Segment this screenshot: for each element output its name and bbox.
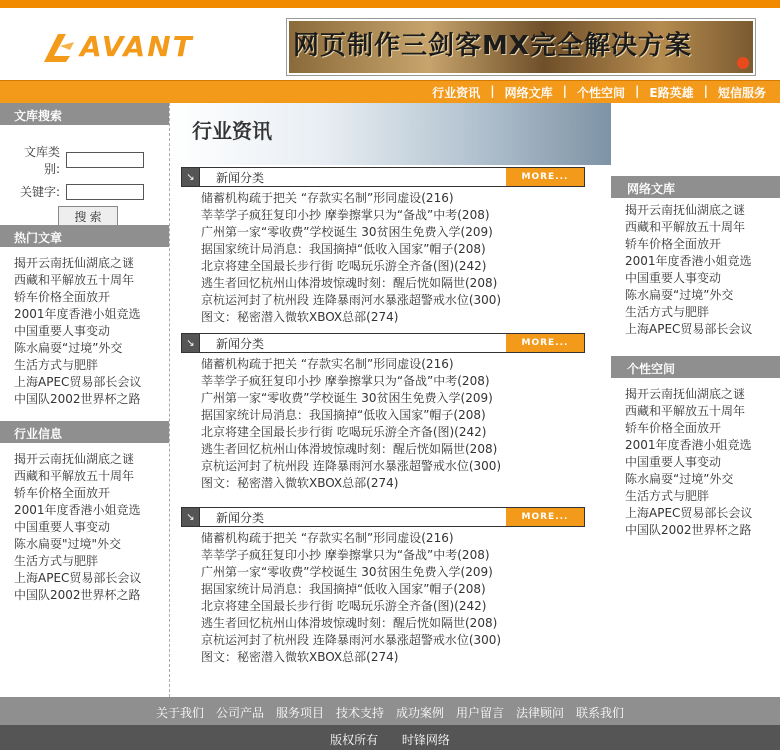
nav-item-industry-news[interactable]: 行业资讯 bbox=[432, 86, 481, 100]
logo-mark-icon bbox=[40, 32, 80, 64]
list-item[interactable]: 西藏和平解放五十周年 bbox=[625, 404, 746, 418]
news-item[interactable]: 京杭运河封了杭州段 连降暴雨河水暴涨超警戒水位(300) bbox=[201, 633, 502, 647]
list-item[interactable]: 生活方式与肥胖 bbox=[14, 358, 99, 372]
news-item[interactable]: 广州第一家“零收费”学校诞生 30贫困生免费入学(209) bbox=[201, 565, 493, 579]
hot-articles-list bbox=[0, 247, 169, 421]
main-nav bbox=[0, 80, 780, 103]
footer-link-legal[interactable]: 法律顾问 bbox=[516, 706, 565, 720]
news-item[interactable]: 莘莘学子疯狂复印小抄 摩拳擦掌只为“备战”中考(208) bbox=[201, 548, 490, 562]
right-sidebar bbox=[611, 103, 780, 697]
list-item[interactable]: 揭开云南抚仙湖底之谜 bbox=[625, 203, 746, 217]
news-block-header bbox=[181, 167, 585, 187]
footer-link-cases[interactable]: 成功案例 bbox=[396, 706, 445, 720]
industry-info-list bbox=[0, 443, 169, 604]
list-item[interactable]: 轿车价格全面放开 bbox=[14, 486, 111, 500]
nav-separator: | bbox=[562, 84, 567, 98]
list-item[interactable]: 上海APEC贸易部长会议 bbox=[625, 506, 753, 520]
news-item[interactable]: 京杭运河封了杭州段 连降暴雨河水暴涨超警戒水位(300) bbox=[201, 293, 502, 307]
site-header bbox=[0, 8, 780, 80]
list-item[interactable]: 上海APEC贸易部长会议 bbox=[625, 322, 753, 336]
arrow-down-right-icon: ↘ bbox=[182, 508, 200, 526]
list-item[interactable]: 中国重要人事变动 bbox=[625, 271, 722, 285]
list-item[interactable]: 轿车价格全面放开 bbox=[625, 421, 722, 435]
site-logo[interactable] bbox=[40, 30, 220, 70]
main-content bbox=[170, 103, 611, 697]
footer-link-about[interactable]: 关于我们 bbox=[155, 706, 204, 720]
footer-link-products[interactable]: 公司产品 bbox=[215, 706, 264, 720]
list-item[interactable]: 上海APEC贸易部长会议 bbox=[14, 375, 142, 389]
list-item[interactable]: 陈水扁耍“过境”外交 bbox=[625, 288, 734, 302]
news-list bbox=[181, 187, 585, 326]
news-block bbox=[181, 167, 585, 326]
list-item[interactable]: 生活方式与肥胖 bbox=[14, 554, 99, 568]
list-item[interactable]: 西藏和平解放五十周年 bbox=[14, 273, 135, 287]
news-item[interactable]: 京杭运河封了杭州段 连降暴雨河水暴涨超警戒水位(300) bbox=[201, 459, 502, 473]
keyword-input[interactable] bbox=[66, 184, 144, 200]
news-item[interactable]: 逃生者回忆杭州山体滑坡惊魂时刻：醒后恍如隔世(208) bbox=[201, 442, 498, 456]
category-input[interactable] bbox=[66, 152, 144, 168]
news-item[interactable]: 莘莘学子疯狂复印小抄 摩拳擦掌只为“备战”中考(208) bbox=[201, 208, 490, 222]
company-name: 时锋网络 bbox=[401, 733, 450, 747]
news-block-header bbox=[181, 333, 585, 353]
list-item[interactable]: 中国重要人事变动 bbox=[14, 324, 111, 338]
news-item[interactable]: 广州第一家“零收费”学校诞生 30贫困生免费入学(209) bbox=[201, 391, 493, 405]
news-list bbox=[181, 527, 585, 666]
list-item[interactable]: 中国队2002世界杯之路 bbox=[14, 588, 141, 602]
news-item[interactable]: 储蓄机构疏于把关 “存款实名制”形同虚设(216) bbox=[201, 191, 454, 205]
nav-separator: | bbox=[703, 84, 708, 98]
news-item[interactable]: 逃生者回忆杭州山体滑坡惊魂时刻：醒后恍如隔世(208) bbox=[201, 616, 498, 630]
list-item[interactable]: 中国队2002世界杯之路 bbox=[625, 523, 752, 537]
list-item[interactable]: 生活方式与肥胖 bbox=[625, 305, 710, 319]
banner-text: 网页制作三剑客MX完全解决方案 bbox=[293, 31, 692, 61]
nav-item-e-heroes[interactable]: E路英雄 bbox=[649, 86, 694, 100]
news-item[interactable]: 莘莘学子疯狂复印小抄 摩拳擦掌只为“备战”中考(208) bbox=[201, 374, 490, 388]
list-item[interactable]: 中国队2002世界杯之路 bbox=[14, 392, 141, 406]
library-list bbox=[611, 198, 780, 356]
list-item[interactable]: 中国重要人事变动 bbox=[625, 455, 722, 469]
news-item[interactable]: 北京将建全国最长步行街 吃喝玩乐游全齐备(图)(242) bbox=[201, 425, 487, 439]
top-accent-bar bbox=[0, 0, 780, 8]
list-item[interactable]: 中国重要人事变动 bbox=[14, 520, 111, 534]
more-button[interactable]: MORE... bbox=[506, 508, 584, 526]
list-item[interactable]: 陈水扁耍“过境”外交 bbox=[14, 341, 123, 355]
list-item[interactable]: 揭开云南抚仙湖底之谜 bbox=[14, 452, 135, 466]
news-item[interactable]: 北京将建全国最长步行街 吃喝玩乐游全齐备(图)(242) bbox=[201, 599, 487, 613]
footer-link-feedback[interactable]: 用户留言 bbox=[456, 706, 505, 720]
search-section-title: 文库搜索 bbox=[0, 103, 169, 125]
list-item[interactable]: 西藏和平解放五十周年 bbox=[625, 220, 746, 234]
search-button[interactable]: 搜 索 bbox=[58, 206, 118, 226]
list-item[interactable]: 轿车价格全面放开 bbox=[14, 290, 111, 304]
industry-info-title: 行业信息 bbox=[0, 421, 169, 443]
personal-space-list bbox=[611, 378, 780, 539]
news-item[interactable]: 储蓄机构疏于把关 “存款实名制”形同虚设(216) bbox=[201, 531, 454, 545]
news-item[interactable]: 图文：秘密潜入微软XBOX总部(274) bbox=[201, 476, 399, 490]
list-item[interactable]: 生活方式与肥胖 bbox=[625, 489, 710, 503]
news-block bbox=[181, 333, 585, 492]
page-title-banner bbox=[170, 103, 611, 165]
list-item[interactable]: 揭开云南抚仙湖底之谜 bbox=[625, 387, 746, 401]
news-item[interactable]: 储蓄机构疏于把关 “存款实名制”形同虚设(216) bbox=[201, 357, 454, 371]
nav-item-library[interactable]: 网络文库 bbox=[504, 86, 553, 100]
news-block-header bbox=[181, 507, 585, 527]
library-section-title: 网络文库 bbox=[611, 176, 780, 198]
list-item[interactable]: 轿车价格全面放开 bbox=[625, 237, 722, 251]
more-button[interactable]: MORE... bbox=[506, 168, 584, 186]
left-sidebar bbox=[0, 103, 170, 697]
banner-dot-icon bbox=[737, 57, 749, 69]
news-list bbox=[181, 353, 585, 492]
footer-link-services[interactable]: 服务项目 bbox=[275, 706, 324, 720]
footer-link-support[interactable]: 技术支持 bbox=[335, 706, 384, 720]
list-item[interactable]: 陈水扁耍“过境”外交 bbox=[625, 472, 734, 486]
keyword-label: 关键字: bbox=[19, 185, 60, 199]
news-item[interactable]: 据国家统计局消息：我国摘掉“低收入国家”帽子(208) bbox=[201, 582, 486, 596]
list-item[interactable]: 揭开云南抚仙湖底之谜 bbox=[14, 256, 135, 270]
news-block-title: 新闻分类 bbox=[216, 170, 265, 185]
list-item[interactable]: 陈水扁耍"过境"外交 bbox=[14, 537, 122, 551]
list-item[interactable]: 2001年度香港小姐竞选 bbox=[625, 254, 752, 268]
nav-item-sms[interactable]: 短信服务 bbox=[717, 86, 766, 100]
news-item[interactable]: 广州第一家“零收费”学校诞生 30贫困生免费入学(209) bbox=[201, 225, 493, 239]
news-item[interactable]: 逃生者回忆杭州山体滑坡惊魂时刻：醒后恍如隔世(208) bbox=[201, 276, 498, 290]
nav-separator: | bbox=[490, 84, 495, 98]
news-item[interactable]: 据国家统计局消息：我国摘掉“低收入国家”帽子(208) bbox=[201, 408, 486, 422]
arrow-down-right-icon: ↘ bbox=[182, 168, 200, 186]
list-item[interactable]: 2001年度香港小姐竞选 bbox=[14, 503, 141, 517]
hot-articles-title: 热门文章 bbox=[0, 225, 169, 247]
footer-link-contact[interactable]: 联系我们 bbox=[576, 706, 625, 720]
list-item[interactable]: 上海APEC贸易部长会议 bbox=[14, 571, 142, 585]
library-search-form bbox=[0, 125, 169, 225]
header-banner-ad[interactable] bbox=[286, 18, 756, 76]
news-block-title: 新闻分类 bbox=[216, 510, 265, 525]
news-block-title: 新闻分类 bbox=[216, 336, 265, 351]
list-item[interactable]: 2001年度香港小姐竞选 bbox=[14, 307, 141, 321]
footer-links-bar bbox=[0, 697, 780, 725]
category-label: 文库类别: bbox=[23, 145, 60, 176]
news-block bbox=[181, 507, 585, 666]
more-button[interactable]: MORE... bbox=[506, 334, 584, 352]
news-item[interactable]: 图文：秘密潜入微软XBOX总部(274) bbox=[201, 310, 399, 324]
news-item[interactable]: 图文：秘密潜入微软XBOX总部(274) bbox=[201, 650, 399, 664]
nav-item-personal-space[interactable]: 个性空间 bbox=[576, 86, 625, 100]
footer-copyright-bar bbox=[0, 725, 780, 750]
list-item[interactable]: 西藏和平解放五十周年 bbox=[14, 469, 135, 483]
list-item[interactable]: 2001年度香港小姐竞选 bbox=[625, 438, 752, 452]
arrow-down-right-icon: ↘ bbox=[182, 334, 200, 352]
page-title: 行业资讯 bbox=[192, 119, 272, 143]
copyright-text: 版权所有 bbox=[330, 733, 379, 747]
personal-space-title: 个性空间 bbox=[611, 356, 780, 378]
nav-separator: | bbox=[635, 84, 640, 98]
news-item[interactable]: 据国家统计局消息：我国摘掉“低收入国家”帽子(208) bbox=[201, 242, 486, 256]
news-item[interactable]: 北京将建全国最长步行街 吃喝玩乐游全齐备(图)(242) bbox=[201, 259, 487, 273]
logo-text: AVANT bbox=[80, 30, 194, 63]
